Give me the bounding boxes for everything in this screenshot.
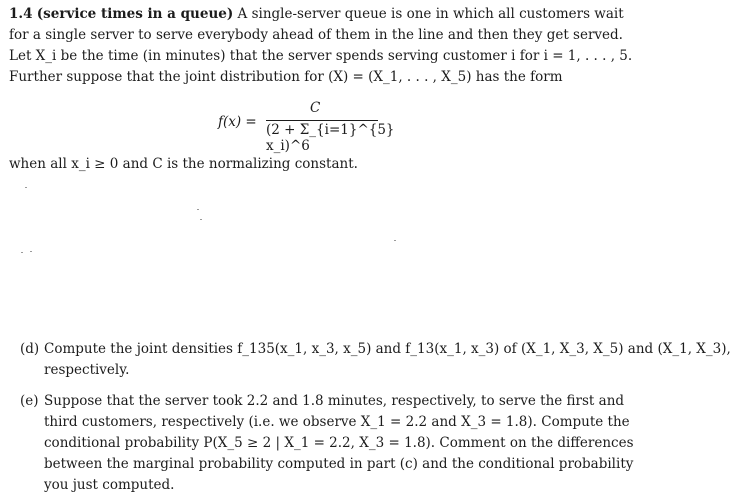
- part-e-line-1: Suppose that the server took 2.2 and 1.8 minutes, respectively, to serve the first and: [44, 393, 625, 409]
- part-e-line-3: conditional probability P(X_5 ≥ 2 | X_1 = 2.2, X_3 = 1.8). Comment on the differences: [44, 435, 634, 451]
- part-e-line-5: you just computed.: [44, 477, 175, 493]
- scan-speck: [25, 187, 27, 188]
- scan-speck: [200, 219, 202, 220]
- formula-lhs: f(x) =: [218, 114, 257, 130]
- formula-denominator: (2 + Σ_{i=1}^{5} x_i)^6: [266, 122, 395, 154]
- intro-line-2: for a single server to serve everybody ahead of them in the line and then they get served.: [9, 27, 623, 43]
- intro-line-4: Further suppose that the joint distribution for (X) = (X_1, . . . , X_5) has the form: [9, 69, 563, 85]
- scan-speck: [197, 209, 199, 210]
- part-e-line-2: third customers, respectively (i.e. we observe X_1 = 2.2 and X_3 = 1.8). Compute the: [44, 414, 630, 430]
- intro-line-1: A single-server queue is one in which all customers wait: [237, 6, 624, 22]
- part-d-line-2: respectively.: [44, 362, 130, 378]
- part-d-line-1: Compute the joint densities f_135(x_1, x_3, x_5) and f_13(x_1, x_3) of (X_1, X_3, X_5) and (X_1, X_3),: [44, 341, 731, 357]
- part-e-line-4: between the marginal probability computed in part (c) and the conditional probability: [44, 456, 634, 472]
- problem-title: (service times in a queue): [36, 6, 234, 22]
- part-d-label: (d): [20, 341, 40, 357]
- formula-numerator: C: [310, 100, 321, 116]
- problem-heading-line: [9, 6, 624, 22]
- part-e-label: (e): [20, 393, 39, 409]
- fraction-bar: [266, 120, 378, 121]
- after-formula-text: when all x_i ≥ 0 and C is the normalizing constant.: [9, 156, 358, 172]
- scan-speck: [21, 252, 23, 253]
- intro-line-3: Let X_i be the time (in minutes) that the server spends serving customer i for i = 1, . . . , 5.: [9, 48, 633, 64]
- scan-speck: [394, 240, 396, 241]
- scan-speck: [30, 251, 32, 252]
- problem-number: 1.4: [9, 6, 33, 22]
- joint-density-formula: [218, 100, 408, 154]
